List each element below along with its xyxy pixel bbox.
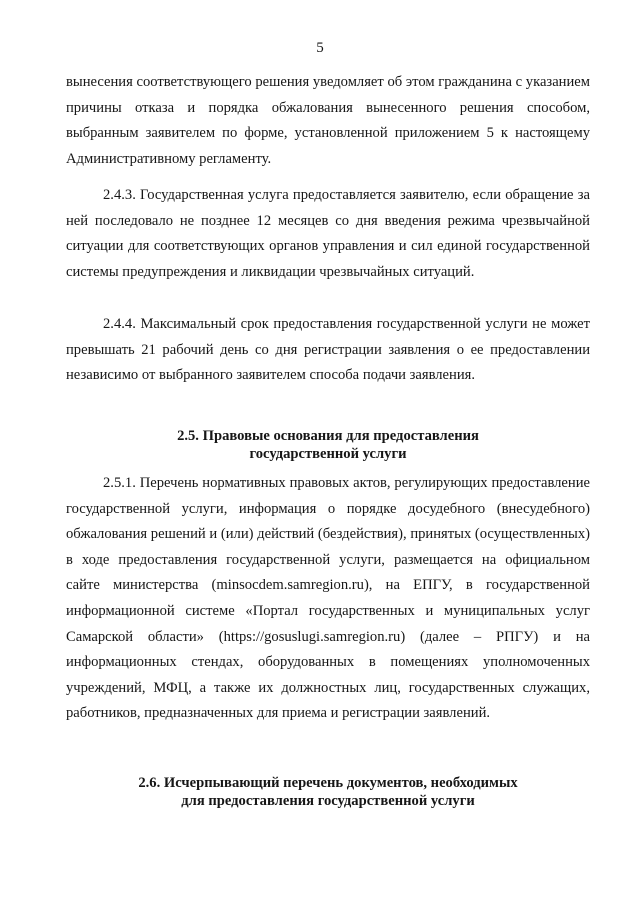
section-heading-2-6-line1: 2.6. Исчерпывающий перечень документов, необходимых [138,775,518,791]
paragraph-2-4-4: 2.4.4. Максимальный срок предоставления государственной услуги не может превышать 21 рабочий день со дня регистрации заявления о ее предоставлении независимо от выбранного заявителем способа подачи заявления. [66,316,590,384]
paragraph-2-4-3: 2.4.3. Государственная услуга предоставляется заявителю, если обращение за ней последовало не позднее 12 месяцев со дня введения режима чрезвычайной ситуации для соответствующих органов управления и сил единой государственной системы предупреждения и ликвидации чрезвычайных ситуаций. [66,187,590,280]
section-heading-2-5-line1: 2.5. Правовые основания для предоставления [177,428,479,444]
section-heading-2-6 [66,774,590,810]
section-heading-2-5-line2: государственной услуги [249,446,407,462]
section-heading-2-5 [66,427,590,463]
paragraph-2-5-1: 2.5.1. Перечень нормативных правовых актов, регулирующих предоставление государственной услуги, информация о порядке досудебного (внесудебного) обжалования решений и (или) действий (бездействия), принятых (осуществленных) в ходе предоставления государственной услуги, размещается на официальном сайте министерства (minsocdem.samregion.ru), на ЕПГУ, в государственной информационной системе «Портал государственных и муниципальных услуг Самарской области» (https://gosuslugi.samregion.ru) (далее – РПГУ) и на информационных стендах, оборудованных в помещениях уполномоченных учреждений, МФЦ, а также их должностных лиц, государственных служащих, работников, предназначенных для приема и регистрации заявлений. [66,475,590,722]
section-heading-2-6-line2: для предоставления государственной услуги [181,793,475,809]
page-number: 5 [316,40,324,56]
paragraph-continuation: вынесения соответствующего решения уведомляет об этом гражданина с указанием причины отказа и порядка обжалования вынесенного решения способом, выбранным заявителем по форме, установленной приложением 5 к настоящему Административному регламенту. [66,74,590,167]
